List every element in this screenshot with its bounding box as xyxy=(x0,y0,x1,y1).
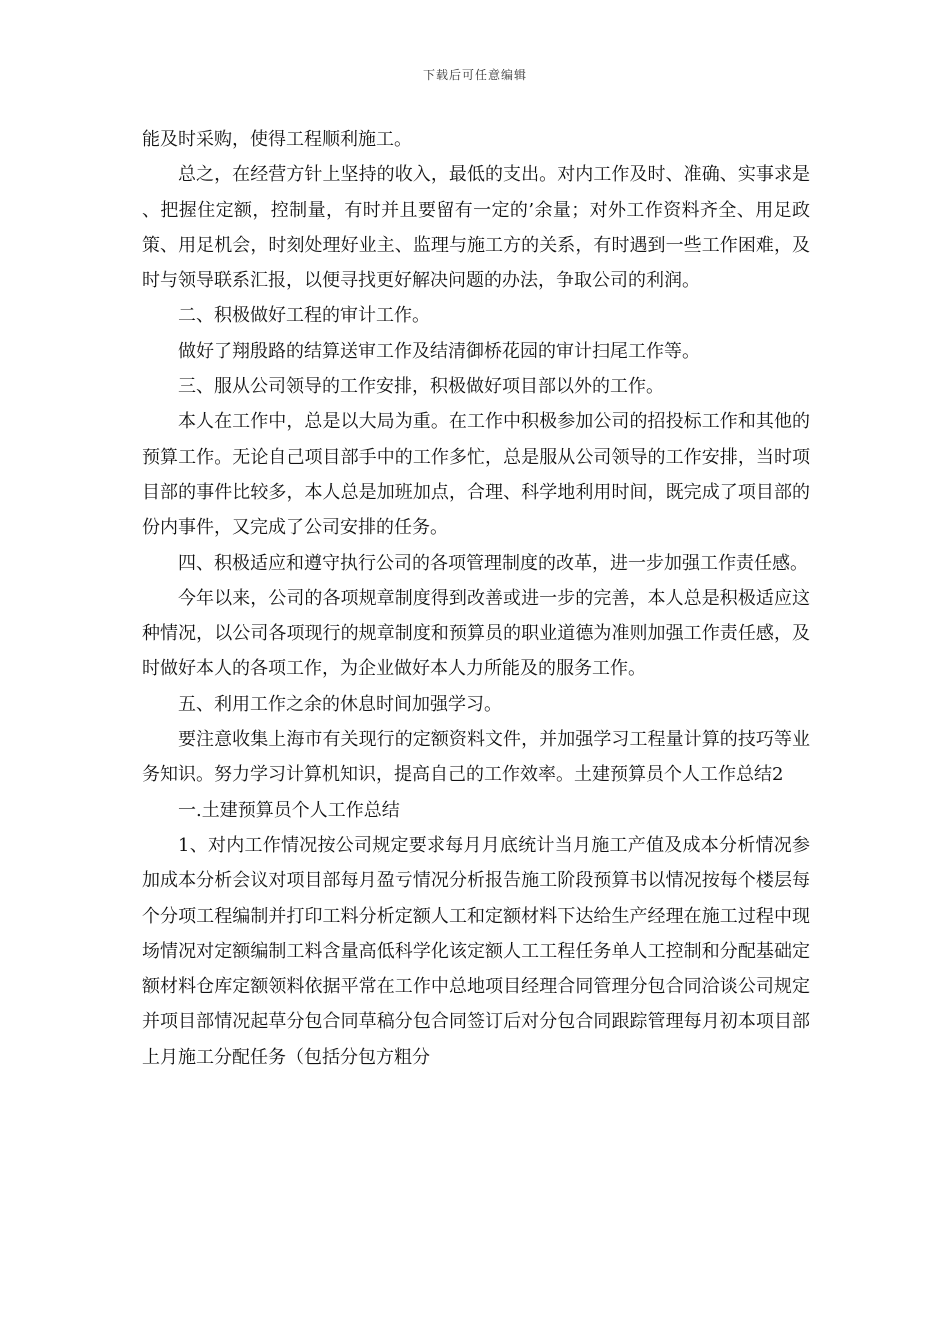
page-header: 下载后可任意编辑 xyxy=(422,68,527,82)
section-heading-3: 三、服从公司领导的工作安排，积极做好项目部以外的工作。 xyxy=(178,376,664,398)
section-heading-summary: 一.土建预算员个人工作总结 xyxy=(178,799,400,821)
paragraph-2: 总之，在经营方针上坚持的收入，最低的支出。对内工作及时、准确、实事求是、把握住定额，控制量，有时并且要留有一定的’余量；对外工作资料齐全、用足政策、用足机会，时刻处理好业主、监理与施工方的关系，有时遇到一些工作困难，及时与领导联系汇报，以便寻找更好解决问题的办法，争取公司的利润。 xyxy=(142,164,810,292)
section-heading-2: 二、积极做好工程的审计工作。 xyxy=(178,305,430,327)
section-heading-5: 五、利用工作之余的休息时间加强学习。 xyxy=(178,693,502,715)
document-body xyxy=(142,122,810,1075)
paragraph-12: 1、对内工作情况按公司规定要求每月月底统计当月施工产值及成本分析情况参加成本分析会议对项目部每月盈亏情况分析报告施工阶段预算书以情况按每个楼层每个分项工程编制并打印工料分析定额人工和定额材料下达给生产经理在施工过程中现场情况对定额编制工料含量高低科学化该定额人工工程任务单人工控制和分配基础定额材料仓库定额领料依据平常在工作中总地项目经理合同管理分包合同洽谈公司规定并项目部情况起草分包合同草稿分包合同签订后对分包合同跟踪管理每月初本项目部上月施工分配任务（包括分包方粗分 xyxy=(142,834,810,1068)
paragraph-8: 今年以来，公司的各项规章制度得到改善或进一步的完善，本人总是积极适应这种情况，以公司各项现行的规章制度和预算员的职业道德为准则加强工作责任感，及时做好本人的各项工作，为企业做好本人力所能及的服务工作。 xyxy=(142,587,810,680)
paragraph-4: 做好了翔殷路的结算送审工作及结清御桥花园的审计扫尾工作等。 xyxy=(178,340,700,362)
section-heading-4: 四、积极适应和遵守执行公司的各项管理制度的改革，进一步加强工作责任感。 xyxy=(178,552,808,574)
paragraph-1: 能及时采购，使得工程顺利施工。 xyxy=(142,129,412,150)
paragraph-6: 本人在工作中，总是以大局为重。在工作中积极参加公司的招投标工作和其他的预算工作。无论自己项目部手中的工作多忙，总是服从公司领导的工作安排，当时项目部的事件比较多，本人总是加班加点，合理、科学地利用时间，既完成了项目部的份内事件，又完成了公司安排的任务。 xyxy=(142,411,810,539)
paragraph-10: 要注意收集上海市有关现行的定额资料文件，并加强学习工程量计算的技巧等业务知识。努力学习计算机知识，提高自己的工作效率。土建预算员个人工作总结2 xyxy=(142,729,810,786)
